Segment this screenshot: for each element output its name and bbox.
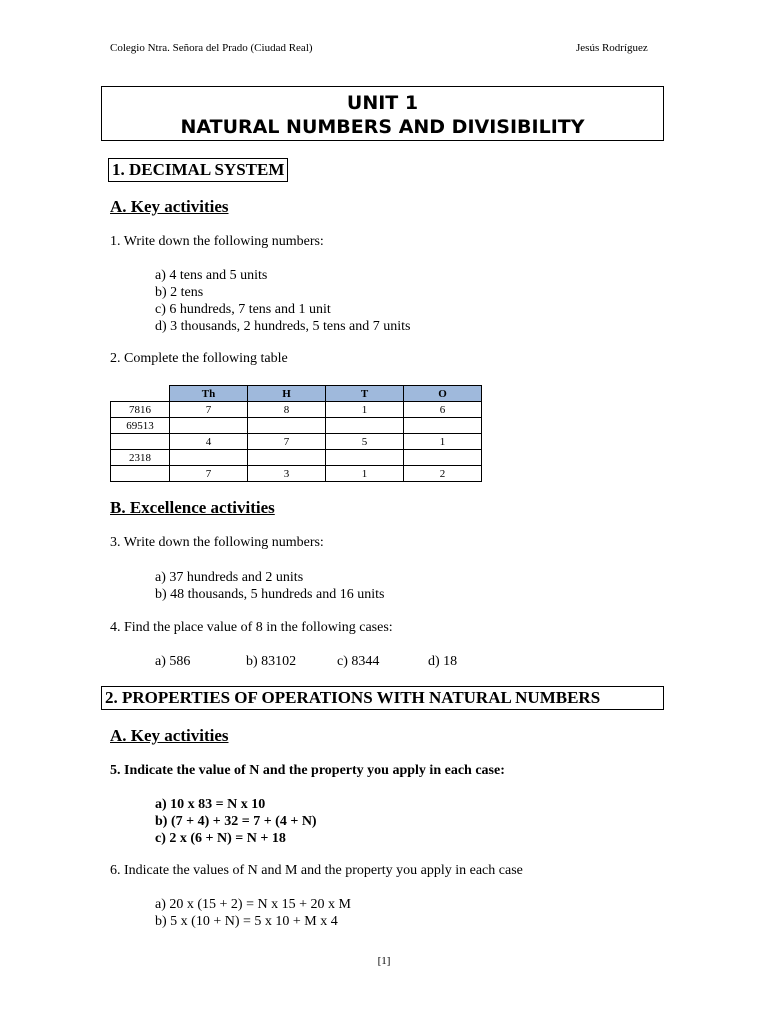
table-cell: 1 [404,434,482,450]
section-2-heading: 2. PROPERTIES OF OPERATIONS WITH NATURAL NUMBERS [101,686,664,710]
list-item: a) 37 hundreds and 2 units [155,570,304,585]
list-item: c) 8344 [337,654,380,669]
excellence-activities-heading: B. Excellence activities [110,498,275,517]
list-item: b) 48 thousands, 5 hundreds and 16 units [155,587,385,602]
question-3-list [155,569,384,603]
table-cell: 2318 [111,450,170,466]
place-value-table [110,385,482,482]
table-row [111,450,482,466]
question-4: 4. Find the place value of 8 in the following cases: [110,620,393,635]
unit-title: UNIT 1 [346,92,419,114]
list-item: a) 586 [155,654,191,669]
list-item: d) 3 thousands, 2 hundreds, 5 tens and 7 units [155,319,411,334]
table-cell: 7 [170,466,248,482]
table-cell [111,434,170,450]
table-header-row [111,386,482,402]
question-6-list [155,896,351,930]
list-item: a) 20 x (15 + 2) = N x 15 + 20 x M [155,897,351,912]
unit-subtitle: NATURAL NUMBERS AND DIVISIBILITY [180,116,585,138]
table-cell [248,450,326,466]
column-header: T [326,386,404,402]
table-cell: 6 [404,402,482,418]
column-header: H [248,386,326,402]
list-item: c) 6 hundreds, 7 tens and 1 unit [155,302,331,317]
section-1-heading: 1. DECIMAL SYSTEM [108,158,288,182]
table-cell: 7 [170,402,248,418]
question-1-list [155,267,410,335]
column-header: O [404,386,482,402]
list-item: b) 5 x (10 + N) = 5 x 10 + M x 4 [155,914,338,929]
table-cell: 3 [248,466,326,482]
header-school: Colegio Ntra. Señora del Prado (Ciudad Real) [110,42,313,54]
table-cell [404,450,482,466]
question-5: 5. Indicate the value of N and the property you apply in each case: [110,763,505,778]
table-cell [404,418,482,434]
question-1: 1. Write down the following numbers: [110,234,324,249]
question-2: 2. Complete the following table [110,351,288,366]
table-cell: 69513 [111,418,170,434]
list-item: a) 10 x 83 = N x 10 [155,797,266,812]
list-item: d) 18 [428,654,458,669]
table-cell: 5 [326,434,404,450]
list-item: c) 2 x (6 + N) = N + 18 [155,831,286,846]
table-cell [326,450,404,466]
table-cell: 8 [248,402,326,418]
table-cell [326,418,404,434]
table-cell [248,418,326,434]
list-item: a) 4 tens and 5 units [155,268,268,283]
unit-title-box [101,86,664,141]
key-activities-heading-1: A. Key activities [110,197,229,216]
table-row [111,402,482,418]
page-number: [1] [377,955,391,967]
table-row [111,466,482,482]
table-row [111,418,482,434]
list-item: b) 83102 [246,654,297,669]
list-item: b) (7 + 4) + 32 = 7 + (4 + N) [155,814,317,829]
table-cell: 1 [326,466,404,482]
key-activities-heading-2: A. Key activities [110,726,229,745]
question-5-list [155,796,317,847]
table-cell [111,466,170,482]
table-cell: 1 [326,402,404,418]
question-6: 6. Indicate the values of N and M and the property you apply in each case [110,863,523,878]
table-corner [111,386,170,402]
table-cell [170,450,248,466]
table-cell [170,418,248,434]
table-cell: 7816 [111,402,170,418]
header-author: Jesús Rodríguez [576,42,648,54]
column-header: Th [170,386,248,402]
table-cell: 2 [404,466,482,482]
table-cell: 4 [170,434,248,450]
table-cell: 7 [248,434,326,450]
list-item: b) 2 tens [155,285,204,300]
question-3: 3. Write down the following numbers: [110,535,324,550]
table-row [111,434,482,450]
